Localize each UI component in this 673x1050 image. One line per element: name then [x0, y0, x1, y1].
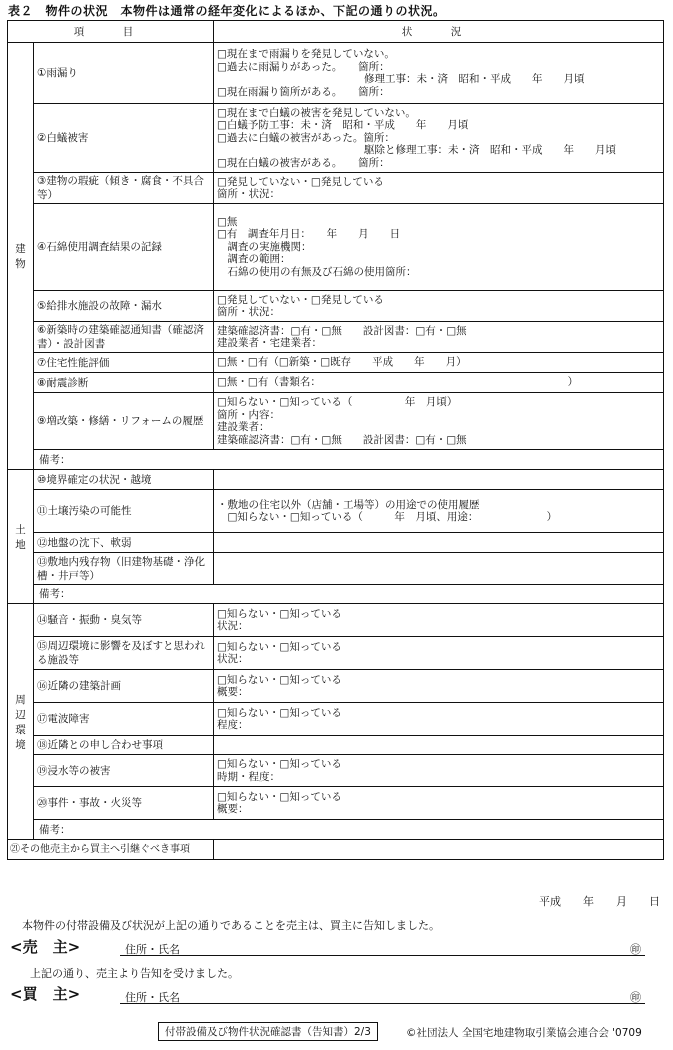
- remarks-label: 備考：: [39, 588, 71, 600]
- table-row: [8, 353, 664, 373]
- remarks-label: 備考：: [39, 453, 71, 466]
- row-label: ⑧耐震診断: [34, 373, 214, 393]
- buyer-seal: ㊞: [630, 991, 641, 1004]
- row-label: ⑬敷地内残存物（旧建物基礎・浄化槽・井戸等）: [34, 553, 214, 585]
- category-building: 建 物: [8, 43, 34, 470]
- buyer-statement: 上記の通り、売主より告知を受けました。: [30, 967, 239, 980]
- table-row: [8, 787, 664, 820]
- row-label: ⑩境界確定の状況・越境: [34, 470, 214, 490]
- row-label: ⑥新築時の建築確認通知書（確認済書）・設計図書: [34, 322, 214, 353]
- category-land: 土 地: [8, 470, 34, 604]
- row-status[interactable]: □知らない・□知っている 程度：: [214, 703, 664, 736]
- seller-label: <売 主>: [10, 938, 81, 956]
- row-status[interactable]: □発見していない・□発見している 箇所・状況：: [214, 173, 664, 204]
- row-status[interactable]: □現在まで雨漏りを発見していない。 □過去に雨漏りがあった。 箇所： 修理工事：未・済 昭和・平成 年 月頃 □現在雨漏り箇所がある。 箇所：: [214, 43, 664, 104]
- buyer-label: <買 主>: [10, 985, 81, 1003]
- table-row: [8, 533, 664, 553]
- table-row: [8, 470, 664, 490]
- row-status[interactable]: □知らない・□知っている 概要：: [214, 670, 664, 703]
- row-status[interactable]: □知らない・□知っている 概要：: [214, 787, 664, 820]
- table-row: [8, 291, 664, 322]
- table-row: [8, 104, 664, 173]
- document-title-box: 付帯設備及び物件状況確認書（告知書）2/3: [158, 1022, 378, 1041]
- row-status[interactable]: □現在まで白蟻の被害を発見していない。 □白蟻予防工事：未・済 昭和・平成 年 月頃 □過去に白蟻の被害があった。箇所： 駆除と修理工事：未・済 昭和・平成 年 月頃 □現在白蟻の被害がある。 箇所：: [214, 104, 664, 173]
- seller-address-line[interactable]: [120, 955, 645, 956]
- copyright-notice: ©社団法人 全国宅地建物取引業協会連合会 '0709: [406, 1027, 642, 1039]
- remarks-row: [8, 450, 664, 470]
- table-row: [8, 373, 664, 393]
- row-label: ①雨漏り: [34, 43, 214, 104]
- row-label: ⑮周辺環境に影響を及ぼすと思われる施設等: [34, 637, 214, 670]
- table-row: [8, 553, 664, 585]
- table-row: [8, 670, 664, 703]
- table-row: [8, 204, 664, 291]
- row-label: ⑦住宅性能評価: [34, 353, 214, 373]
- table-row: [8, 703, 664, 736]
- remarks-field[interactable]: [34, 585, 664, 604]
- row-status[interactable]: □知らない・□知っている（ 年 月頃） 箇所・内容： 建設業者： 建築確認済書：□有・□無 設計図書：□有・□無: [214, 393, 664, 450]
- remarks-row: [8, 820, 664, 840]
- row-status[interactable]: □知らない・□知っている 状況：: [214, 604, 664, 637]
- buyer-address-label: 住所・氏名: [125, 991, 180, 1004]
- property-condition-table: [7, 20, 664, 860]
- row-status[interactable]: [214, 840, 664, 860]
- table-row: [8, 604, 664, 637]
- seller-seal: ㊞: [630, 943, 641, 956]
- row-label: ⑱近隣との申し合わせ事項: [34, 736, 214, 755]
- row-status[interactable]: [214, 533, 664, 553]
- seller-statement: 本物件の付帯設備及び状況が上記の通りであることを売主は、買主に告知しました。: [22, 919, 440, 932]
- table-row: [8, 736, 664, 755]
- row-label: ⑫地盤の沈下、軟弱: [34, 533, 214, 553]
- row-label: ⑤給排水施設の故障・漏水: [34, 291, 214, 322]
- remarks-field[interactable]: [34, 820, 664, 840]
- header-item: 項 目: [8, 21, 214, 43]
- header-status: 状 況: [214, 21, 664, 43]
- row-label: ⑪土壌汚染の可能性: [34, 490, 214, 533]
- row-status[interactable]: □発見していない・□発見している 箇所・状況：: [214, 291, 664, 322]
- table-row: [8, 322, 664, 353]
- row-label: ⑲浸水等の被害: [34, 755, 214, 787]
- remarks-field[interactable]: [34, 450, 664, 470]
- row-status[interactable]: ・敷地の住宅以外（店舗・工場等）の用途での使用履歴 □知らない・□知っている（ 年 月頃、用途： ）: [214, 490, 664, 533]
- row-label: ㉑その他売主から買主へ引継ぐべき事項: [8, 840, 214, 860]
- remarks-row: [8, 585, 664, 604]
- table-row: [8, 393, 664, 450]
- row-status[interactable]: □無・□有（□新築・□既存 平成 年 月）: [214, 353, 664, 373]
- table-row: [8, 840, 664, 860]
- table-row: [8, 490, 664, 533]
- row-label: ⑳事件・事故・火災等: [34, 787, 214, 820]
- table-row: [8, 755, 664, 787]
- row-status[interactable]: [214, 553, 664, 585]
- table-row: [8, 637, 664, 670]
- row-label: ④石綿使用調査結果の記録: [34, 204, 214, 291]
- table-row: [8, 43, 664, 104]
- row-label: ⑨増改築・修繕・リフォームの履歴: [34, 393, 214, 450]
- row-label: ②白蟻被害: [34, 104, 214, 173]
- row-status[interactable]: □無・□有（書類名： ）: [214, 373, 664, 393]
- table-row: [8, 173, 664, 204]
- row-label: ⑰電波障害: [34, 703, 214, 736]
- row-label: ⑭騒音・振動・臭気等: [34, 604, 214, 637]
- notification-date[interactable]: 平成 年 月 日: [539, 895, 660, 908]
- row-status[interactable]: □知らない・□知っている 状況：: [214, 637, 664, 670]
- row-label: ⑯近隣の建築計画: [34, 670, 214, 703]
- row-label: ③建物の瑕疵（傾き・腐食・不具合等）: [34, 173, 214, 204]
- row-status[interactable]: [214, 736, 664, 755]
- row-status[interactable]: □知らない・□知っている 時期・程度：: [214, 755, 664, 787]
- row-status[interactable]: [214, 470, 664, 490]
- table-title: 表２ 物件の状況 本物件は通常の経年変化によるほか、下記の通りの状況。: [8, 4, 446, 18]
- category-surroundings: 周 辺 環 境: [8, 604, 34, 840]
- row-status[interactable]: 建築確認済書：□有・□無 設計図書：□有・□無 建設業者・宅建業者：: [214, 322, 664, 353]
- seller-address-label: 住所・氏名: [125, 943, 180, 956]
- remarks-label: 備考：: [39, 823, 71, 836]
- buyer-address-line[interactable]: [120, 1003, 645, 1004]
- table-header: [8, 21, 664, 43]
- row-status[interactable]: □無 □有 調査年月日： 年 月 日 調査の実施機関： 調査の範囲： 石綿の使用の有無及び石綿の使用箇所：: [214, 204, 664, 291]
